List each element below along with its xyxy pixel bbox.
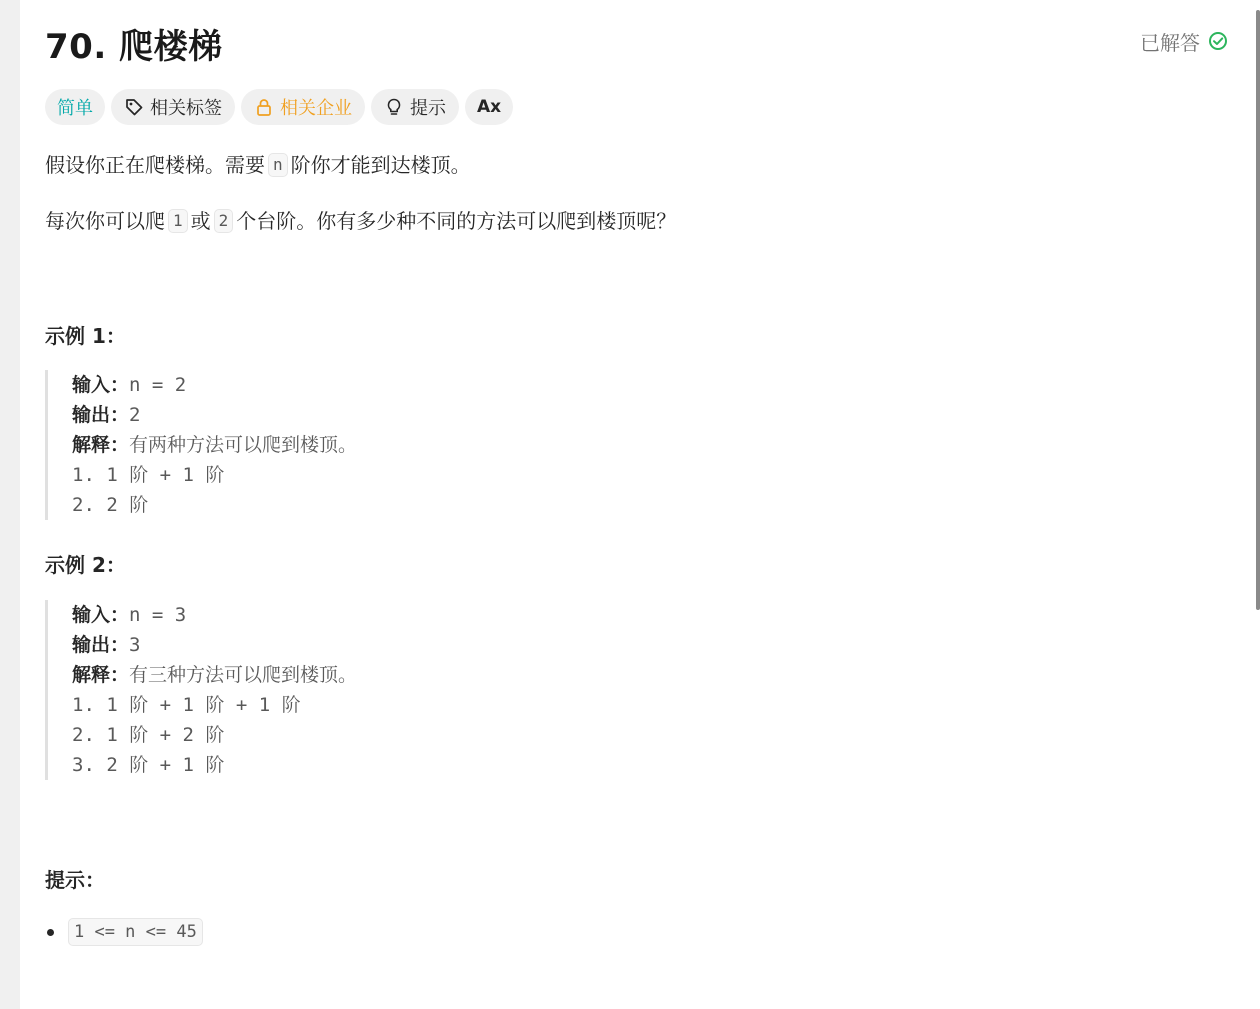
related-tags-button[interactable] — [111, 89, 235, 125]
example-input-row — [72, 600, 1145, 630]
example-step: 2. 2 阶 — [72, 494, 149, 516]
description-line-1 — [45, 150, 471, 180]
description-text: 每次你可以爬 — [45, 209, 165, 233]
example-1-block — [45, 370, 1145, 520]
constraints-list — [45, 918, 203, 946]
example-explain-row — [72, 660, 1145, 690]
solved-label: 已解答 — [1140, 30, 1200, 55]
hint-button[interactable] — [371, 89, 459, 125]
example-step: 1. 1 阶 + 1 阶 + 1 阶 — [72, 694, 301, 716]
constraint-item: 1 <= n <= 45 — [68, 918, 203, 946]
related-companies-label: 相关企业 — [280, 98, 352, 119]
solved-status — [1140, 27, 1228, 56]
constraints-heading: 提示： — [45, 868, 105, 892]
scrollbar-track[interactable] — [1256, 0, 1260, 1009]
inline-code: n — [268, 153, 288, 177]
example-output-row — [72, 630, 1145, 660]
inline-code: 2 — [214, 209, 234, 233]
difficulty-label: 简单 — [57, 98, 93, 119]
input-value: n = 3 — [129, 604, 187, 626]
example-step: 1. 1 阶 + 1 阶 — [72, 464, 225, 486]
scrollbar-thumb[interactable] — [1256, 10, 1260, 610]
example-step: 2. 1 阶 + 2 阶 — [72, 724, 225, 746]
inline-code: 1 — [168, 209, 188, 233]
explain-value: 有三种方法可以爬到楼顶。 — [129, 664, 358, 686]
translate-icon: Ax — [477, 97, 502, 117]
output-label: 输出： — [72, 404, 130, 426]
problem-description-panel — [20, 0, 1256, 1009]
explain-label: 解释： — [72, 664, 130, 686]
check-circle-icon — [1208, 31, 1228, 51]
translate-button[interactable] — [465, 89, 513, 125]
example-2-heading: 示例 2： — [45, 553, 126, 577]
example-explain-row — [72, 430, 1145, 460]
description-text: 或 — [190, 209, 211, 233]
input-value: n = 2 — [129, 374, 187, 396]
example-1-heading: 示例 1： — [45, 324, 126, 348]
tag-icon — [124, 97, 144, 117]
bullet-icon — [47, 929, 54, 936]
explain-label: 解释： — [72, 434, 130, 456]
difficulty-badge[interactable] — [45, 89, 105, 125]
example-input-row — [72, 370, 1145, 400]
left-gutter — [0, 0, 20, 1009]
output-value: 2 — [129, 404, 141, 426]
explain-value: 有两种方法可以爬到楼顶。 — [129, 434, 358, 456]
description-text: 假设你正在爬楼梯。需要 — [45, 153, 265, 177]
title-row — [45, 22, 1228, 67]
description-text: 阶你才能到达楼顶。 — [290, 153, 471, 177]
output-label: 输出： — [72, 634, 130, 656]
lightbulb-icon — [384, 97, 404, 117]
example-output-row — [72, 400, 1145, 430]
example-step: 3. 2 阶 + 1 阶 — [72, 754, 225, 776]
lock-icon — [254, 97, 274, 117]
tag-bar — [45, 89, 513, 125]
related-tags-label: 相关标签 — [150, 98, 222, 119]
problem-title[interactable]: 70. 爬楼梯 — [45, 26, 223, 67]
hint-label: 提示 — [410, 98, 446, 119]
input-label: 输入： — [72, 374, 130, 396]
input-label: 输入： — [72, 604, 130, 626]
related-companies-button[interactable] — [241, 89, 365, 125]
description-text: 个台阶。你有多少种不同的方法可以爬到楼顶呢？ — [236, 209, 677, 233]
example-2-block — [45, 600, 1145, 780]
output-value: 3 — [129, 634, 141, 656]
description-line-2 — [45, 206, 676, 236]
